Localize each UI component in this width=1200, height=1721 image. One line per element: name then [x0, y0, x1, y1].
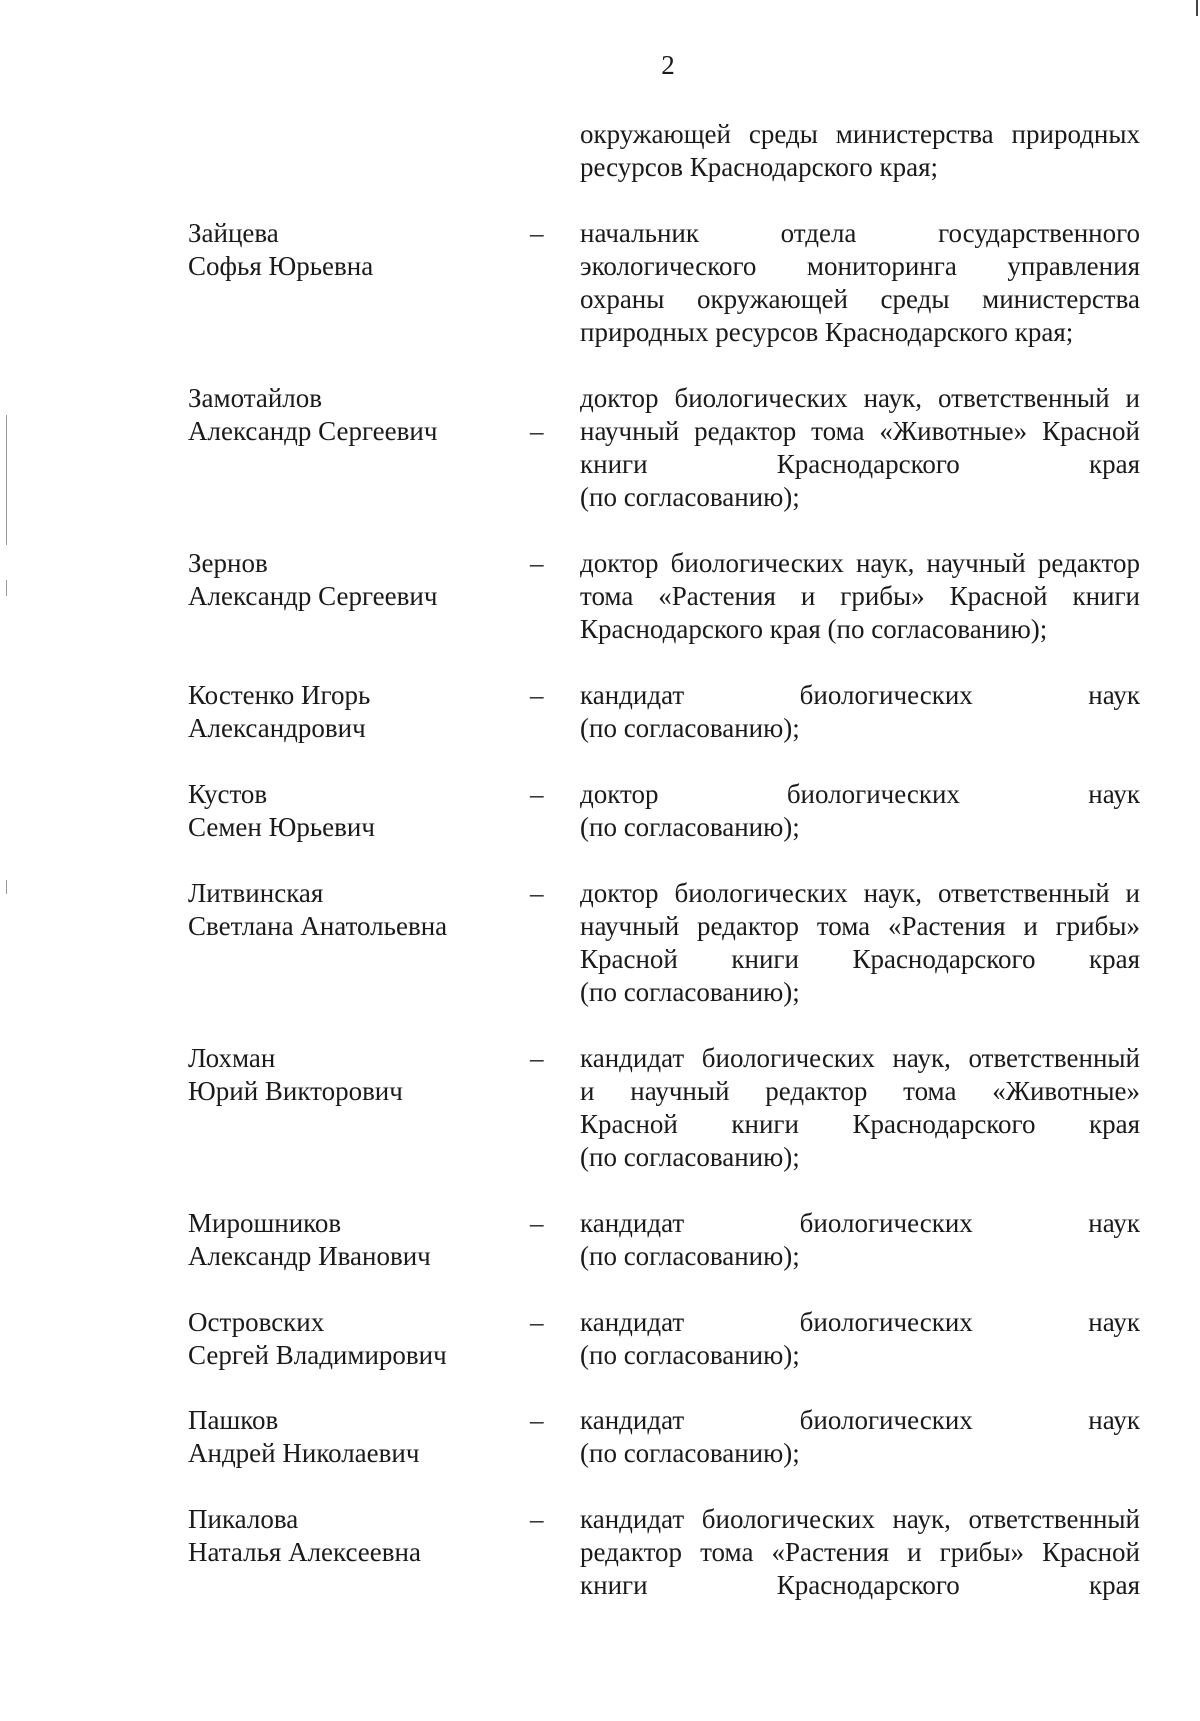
member-surname: Лохман — [188, 1043, 276, 1073]
member-surname: Островских — [188, 1307, 325, 1337]
description-line: кандидат биологических наук — [580, 680, 1140, 710]
member-surname: Зернов — [188, 548, 268, 578]
description-line: (по согласованию); — [580, 1438, 800, 1468]
description-line: (по согласованию); — [580, 812, 800, 842]
dash-separator: – — [530, 1405, 544, 1435]
member-name — [188, 547, 498, 613]
member-given-name: Александр Сергеевич — [188, 581, 438, 611]
member-description — [580, 778, 1140, 844]
member-given-name: Юрий Викторович — [188, 1076, 403, 1106]
dash-separator: – — [530, 878, 544, 908]
member-surname: Мирошников — [188, 1208, 342, 1238]
member-description — [580, 1503, 1140, 1602]
member-surname: Кустов — [188, 779, 268, 809]
member-name — [188, 382, 498, 448]
description-line: (по согласованию); — [580, 482, 800, 512]
member-given-name: Андрей Николаевич — [188, 1438, 420, 1468]
member-name — [188, 1207, 498, 1273]
description-line: доктор биологических наук, научный редактор — [580, 548, 1140, 578]
description-line: Красной книги Краснодарского края — [580, 944, 1140, 974]
description-line: охраны окружающей среды министерства — [580, 284, 1140, 314]
member-description — [580, 547, 1140, 646]
description-line: (по согласованию); — [580, 713, 800, 743]
description-line: книги Краснодарского края — [580, 1570, 1140, 1600]
description-line: доктор биологических наук, ответственный и — [580, 878, 1140, 908]
member-description — [580, 1207, 1140, 1273]
member-name — [188, 1306, 498, 1372]
member-name — [188, 217, 498, 283]
description-line: кандидат биологических наук — [580, 1208, 1140, 1238]
member-name — [188, 1404, 498, 1470]
description-line: (по согласованию); — [580, 977, 800, 1007]
description-line: доктор биологических наук — [580, 779, 1140, 809]
page-number: 2 — [661, 50, 675, 80]
description-line: экологического мониторинга управления — [580, 251, 1140, 281]
description-line: природных ресурсов Краснодарского края; — [580, 317, 1074, 347]
member-name — [188, 1503, 498, 1569]
description-line: научный редактор тома «Животные» Красной — [580, 416, 1140, 446]
member-name — [188, 679, 498, 745]
description-line: тома «Растения и грибы» Красной книги — [580, 581, 1140, 611]
scan-artifact — [6, 415, 7, 545]
dash-separator: – — [530, 1043, 544, 1073]
member-surname: Костенко Игорь — [188, 680, 371, 710]
description-line: кандидат биологических наук, ответственный — [580, 1504, 1140, 1534]
scan-artifact — [6, 880, 7, 894]
dash-separator: – — [530, 680, 544, 710]
member-given-name: Семен Юрьевич — [188, 812, 375, 842]
dash-separator: – — [530, 779, 544, 809]
member-surname: Пашков — [188, 1405, 279, 1435]
dash-separator: – — [530, 1504, 544, 1534]
member-surname: Литвинская — [188, 878, 324, 908]
description-line: кандидат биологических наук — [580, 1307, 1140, 1337]
member-name — [188, 1042, 498, 1108]
member-given-name: Светлана Анатольевна — [188, 911, 448, 941]
member-given-name: Софья Юрьевна — [188, 251, 374, 281]
member-surname: Замотайлов — [188, 383, 323, 413]
description-line: редактор тома «Растения и грибы» Красной — [580, 1537, 1140, 1567]
scan-artifact — [6, 580, 7, 596]
member-given-name: Сергей Владимирович — [188, 1340, 447, 1370]
member-surname: Пикалова — [188, 1504, 299, 1534]
description-line: начальник отдела государственного — [580, 218, 1140, 248]
description-line: Краснодарского края (по согласованию); — [580, 614, 1048, 644]
member-given-name: Александр Иванович — [188, 1241, 431, 1271]
dash-separator: – — [530, 1307, 544, 1337]
member-given-name: Александрович — [188, 713, 366, 743]
member-description — [580, 217, 1140, 349]
description-line: (по согласованию); — [580, 1241, 800, 1271]
member-surname: Зайцева — [188, 218, 279, 248]
description-line: кандидат биологических наук — [580, 1405, 1140, 1435]
member-given-name: Александр Сергеевич — [188, 416, 438, 446]
dash-separator: – — [530, 416, 544, 446]
member-description — [580, 679, 1140, 745]
description-line: (по согласованию); — [580, 1142, 800, 1172]
member-description — [580, 1404, 1140, 1470]
description-line: кандидат биологических наук, ответственный — [580, 1043, 1140, 1073]
dash-separator: – — [530, 1208, 544, 1238]
description-line: научный редактор тома «Растения и грибы» — [580, 911, 1140, 941]
description-line: книги Краснодарского края — [580, 449, 1140, 479]
member-name — [188, 778, 498, 844]
member-description — [580, 877, 1140, 1009]
scan-artifact — [1196, 0, 1198, 16]
member-description — [580, 1042, 1140, 1174]
member-name — [188, 877, 498, 943]
dash-separator: – — [530, 548, 544, 578]
description-line: (по согласованию); — [580, 1340, 800, 1370]
member-description — [580, 1306, 1140, 1372]
description-line: Красной книги Краснодарского края — [580, 1109, 1140, 1139]
member-given-name: Наталья Алексеевна — [188, 1537, 421, 1567]
continuation-line: ресурсов Краснодарского края; — [580, 152, 939, 182]
dash-separator: – — [530, 218, 544, 248]
continuation-text — [580, 118, 1140, 184]
continuation-line: окружающей среды министерства природных — [580, 119, 1140, 149]
member-description — [580, 382, 1140, 514]
description-line: и научный редактор тома «Животные» — [580, 1076, 1140, 1106]
description-line: доктор биологических наук, ответственный и — [580, 383, 1140, 413]
